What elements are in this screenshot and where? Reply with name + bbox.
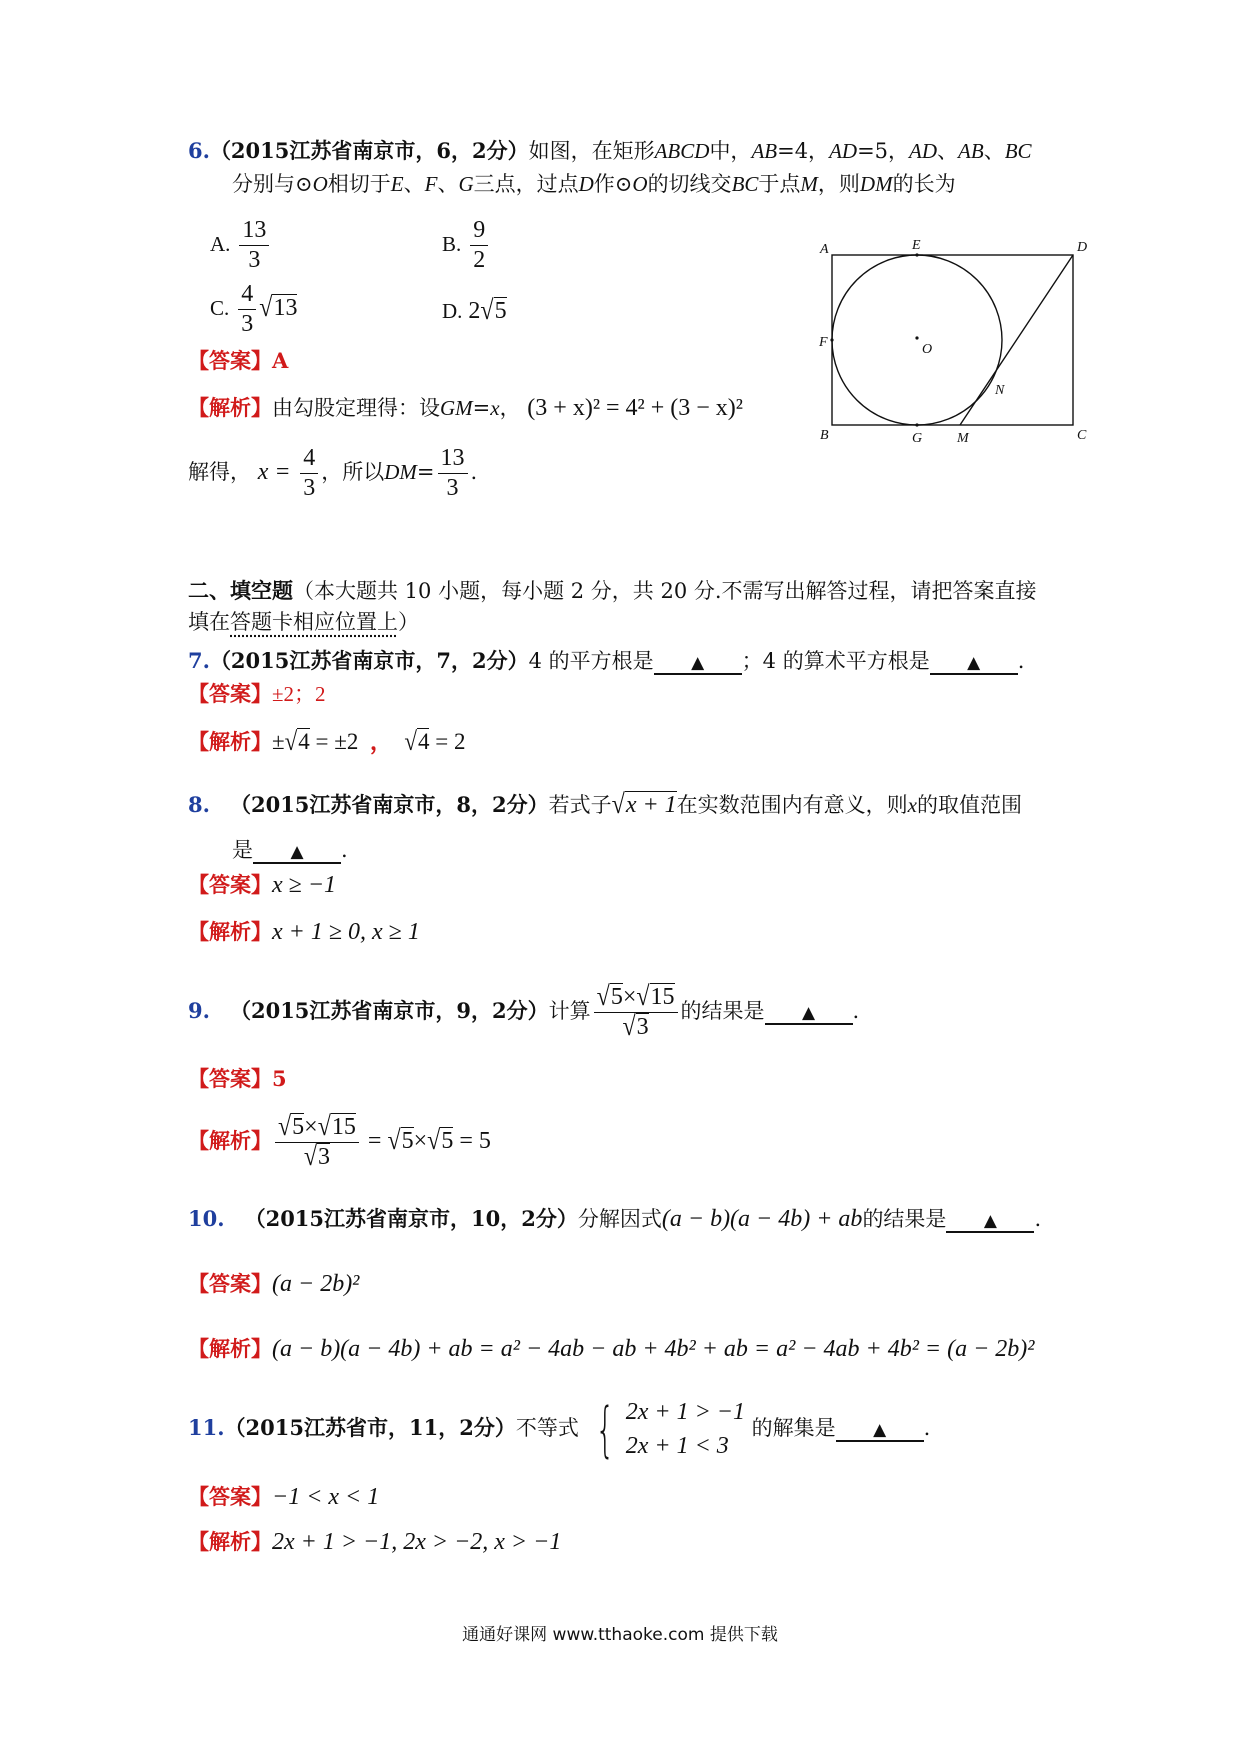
q6-text: 于点 (758, 172, 801, 196)
analysis-var: x = (257, 459, 291, 486)
sqrt-sign: √ (480, 295, 494, 326)
label-o: O (922, 342, 933, 357)
q8-source: （2015江苏省南京市，8，2分） (229, 792, 549, 817)
option-label: C. (210, 296, 230, 321)
answer-tag: 【答案】 (188, 1066, 272, 1091)
q8-text: . (341, 838, 348, 862)
label-n: N (995, 383, 1005, 398)
analysis-text: 解得， (188, 460, 251, 485)
answer-tag: 【答案】 (188, 348, 272, 373)
rectangle-abcd (832, 255, 1073, 425)
q6-var: O (632, 172, 648, 196)
analysis-value: x + 1 ≥ 0, x ≥ 1 (272, 919, 420, 945)
fraction (238, 282, 256, 337)
q6-text: 的长为 (892, 172, 956, 196)
q6-text: =5， (857, 139, 910, 163)
answer-value: x ≥ −1 (272, 872, 337, 898)
q8-stem (188, 790, 1022, 820)
radicand: 5 (610, 984, 623, 1010)
q6-var: ABCD (654, 139, 710, 163)
q6-text: =4， (777, 139, 830, 163)
q6-text: 三点，过点 (473, 172, 579, 196)
label-a: A (820, 242, 829, 257)
option-label: D. (442, 299, 463, 323)
q6-option-c (210, 282, 297, 337)
fraction: $\frac{√5\times√15}{√3}$ (594, 985, 678, 1040)
denominator: 3 (446, 475, 459, 502)
analysis-tag: 【解析】 (188, 730, 272, 754)
q6-number: 6. (188, 138, 210, 163)
section2-heading-line2 (188, 612, 419, 633)
analysis-tag: 【解析】 (188, 395, 272, 420)
q6-var: D (578, 172, 594, 196)
q9-text: 的结果是 (680, 999, 765, 1024)
q6-text: ，则 (817, 172, 860, 196)
q11-text: 的解集是 (751, 1416, 836, 1441)
sqrt-sign: √ (284, 727, 298, 756)
q11-text: . (923, 1416, 931, 1441)
answer-blank: ▲ (765, 1003, 853, 1025)
q6-var: AD (909, 139, 938, 163)
numerator: 13 (239, 218, 269, 246)
analysis-separator: ， (369, 729, 393, 754)
q9-source: （2015江苏省南京市，9，2分） (229, 998, 549, 1024)
numerator: 4 (300, 446, 318, 474)
q8-text: 若式子 (548, 793, 612, 817)
analysis-tag: 【解析】 (188, 919, 272, 944)
q6-var: AB (958, 139, 984, 163)
radicand: 15 (650, 984, 675, 1010)
analysis-text: = ±2 (309, 729, 359, 754)
q10-number: 10. (188, 1206, 225, 1231)
q6-var: E (390, 172, 404, 196)
q6-option-b (442, 218, 491, 273)
q6-text: 如图，在矩形 (528, 139, 655, 163)
option-label: B. (442, 232, 462, 257)
radicand: 4 (417, 729, 430, 754)
q6-source: （2015江苏省南京市，6，2分） (209, 138, 529, 163)
analysis-value: 2x + 1 > −1, 2x > −2, x > −1 (272, 1529, 562, 1555)
inequality-2: 2x + 1 < 3 (625, 1432, 729, 1459)
q11-text: 不等式 (515, 1416, 579, 1441)
radicand: 5 (441, 1128, 454, 1155)
label-c: C (1077, 428, 1087, 443)
analysis-text: ± (272, 729, 285, 754)
section-description: 填在 (188, 610, 230, 634)
q9-text: . (852, 999, 860, 1024)
tangent-point-g (915, 423, 918, 426)
radicand: 3 (318, 1144, 331, 1171)
page-footer: 通通好课网 www.tthaoke.com 提供下载 (462, 1625, 778, 1645)
radicand: 13 (273, 295, 298, 322)
q6-analysis-line1 (188, 396, 743, 420)
analysis-text: = (472, 396, 491, 420)
q8-number: 8. (188, 792, 210, 817)
q10-analysis (188, 1337, 1034, 1361)
radicand: 5 (401, 1128, 414, 1155)
label-m: M (957, 431, 969, 446)
center-point (915, 336, 918, 339)
answer-tag: 【答案】 (188, 872, 272, 897)
numerator: 9 (470, 218, 488, 246)
q8-var: x (907, 793, 917, 817)
analysis-text: = 2 (429, 729, 466, 754)
answer-blank: ▲ (836, 1420, 924, 1442)
q6-text: 、 (437, 172, 459, 196)
analysis-equation: (3 + x)² = 4² + (3 − x)² (527, 395, 743, 421)
option-label: A. (210, 232, 231, 257)
q11-answer (188, 1485, 379, 1509)
denominator: 3 (241, 311, 254, 338)
q6-stem-line1 (188, 140, 1032, 162)
q7-text: ；4 的算术平方根是 (741, 649, 930, 673)
q9-answer (188, 1068, 287, 1090)
q10-text: . (1034, 1207, 1042, 1231)
answer-value: 5 (272, 1066, 287, 1091)
q6-text: 中， (709, 139, 752, 163)
q7-text: . (1017, 649, 1025, 673)
analysis-var: DM (384, 460, 417, 485)
q6-var: x (490, 396, 500, 420)
q6-analysis-line2 (188, 446, 477, 501)
q10-stem (188, 1207, 1041, 1233)
analysis-tag: 【解析】 (188, 1336, 272, 1361)
sqrt-sign: √ (404, 727, 417, 756)
q7-source: （2015江苏省南京市，7，2分） (209, 648, 529, 673)
q6-stem-line2 (232, 174, 956, 195)
fraction: $\frac{√5\times√15}{√3}$ (275, 1115, 359, 1170)
q7-stem (188, 650, 1024, 675)
q11-source: （2015江苏省市，11，2分） (224, 1415, 516, 1441)
q10-text: 分解因式 (577, 1207, 662, 1231)
answer-value: A (272, 348, 289, 373)
brace: { (595, 1394, 615, 1465)
q9-number: 9. (188, 998, 210, 1024)
inequality-1: 2x + 1 > −1 (625, 1399, 745, 1425)
radicand: 5 (494, 298, 507, 324)
q8-text: 是 (232, 838, 253, 862)
q6-var: DM (859, 172, 893, 196)
q9-text: 计算 (548, 999, 591, 1024)
geometry-figure (815, 235, 1095, 455)
numerator: 4 (238, 282, 256, 310)
tangent-point-e (915, 253, 918, 256)
denominator: 3 (303, 475, 316, 502)
q7-analysis (188, 727, 466, 756)
radicand: 3 (636, 1014, 649, 1041)
q6-var: O (312, 172, 328, 196)
q8-answer (188, 873, 336, 897)
q6-var: F (424, 172, 438, 196)
numerator: 13 (438, 446, 468, 474)
answer-blank: ▲ (654, 653, 742, 675)
q6-text: 、 (403, 172, 425, 196)
section-description-emphasis: 答题卡相应位置上 (230, 610, 398, 634)
analysis-text: = (416, 460, 435, 485)
q6-text: 的切线交 (647, 172, 732, 196)
answer-tag: 【答案】 (188, 1271, 272, 1296)
answer-blank: ▲ (253, 842, 341, 864)
radicand: x + 1 (625, 792, 677, 818)
q6-var: BC (1004, 139, 1032, 163)
q6-var: GM (440, 396, 473, 420)
q8-stem-line2 (232, 840, 348, 864)
q6-answer (188, 350, 288, 372)
q6-var: M (800, 172, 818, 196)
q6-var: BC (731, 172, 759, 196)
radicand: 15 (331, 1114, 356, 1140)
radicand: 5 (292, 1114, 305, 1140)
tangent-point-f (830, 338, 833, 341)
q10-source: （2015江苏省南京市，10，2分） (244, 1206, 578, 1231)
q6-text: 作⊙ (593, 172, 633, 196)
sqrt-sign: √ (259, 293, 273, 324)
section-title: 二、填空题 (188, 578, 293, 603)
q10-answer (188, 1272, 359, 1296)
denominator: 3 (248, 247, 261, 274)
q7-text: 4 的平方根是 (528, 649, 654, 673)
q11-stem (188, 1396, 930, 1463)
q6-var: G (458, 172, 474, 196)
answer-tag: 【答案】 (188, 681, 272, 706)
answer-tag: 【答案】 (188, 1484, 272, 1509)
coefficient: 2 (468, 298, 481, 324)
q10-text: 的结果是 (862, 1207, 947, 1231)
q6-text: 、 (983, 139, 1005, 163)
inequality-system (586, 1396, 745, 1463)
analysis-value: (a − b)(a − 4b) + ab = a² − 4ab − ab + 4b² + ab = a² − 4ab + 4b² = (a − 2b)² (272, 1336, 1035, 1362)
answer-value: (a − 2b)² (272, 1271, 360, 1297)
q8-text: 在实数范围内有意义，则 (676, 793, 908, 817)
q9-analysis: 【解析】 $\frac{√5\times√15}{√3}$ = √5×√5 = 5 (188, 1111, 491, 1173)
label-d: D (1077, 240, 1088, 255)
label-b: B (820, 428, 829, 443)
label-f: F (819, 335, 828, 350)
analysis-tag: 【解析】 (188, 1529, 272, 1554)
sqrt-sign: √ (611, 790, 625, 820)
analysis-text: = 5 (453, 1128, 491, 1155)
answer-blank: ▲ (946, 1211, 1034, 1233)
q7-number: 7. (188, 648, 210, 673)
q6-var: AB (751, 139, 778, 163)
q6-text: 相切于 (327, 172, 391, 196)
answer-blank: ▲ (930, 653, 1018, 675)
q6-option-a (210, 218, 272, 273)
fraction (239, 218, 269, 273)
analysis-text: . (470, 460, 478, 485)
q11-number: 11. (188, 1415, 225, 1441)
analysis-text: ， (499, 396, 521, 420)
q6-var: AD (829, 139, 858, 163)
label-g: G (912, 431, 923, 446)
fraction (470, 218, 488, 273)
q6-option-d (442, 295, 507, 326)
q9-stem (188, 981, 860, 1043)
q6-text: 、 (937, 139, 959, 163)
answer-value: −1 < x < 1 (272, 1484, 380, 1510)
q10-expression: (a − b)(a − 4b) + ab (661, 1206, 863, 1232)
section2-heading (188, 580, 1037, 602)
analysis-text: ，所以 (321, 460, 385, 485)
radicand: 4 (298, 729, 310, 754)
q8-text: 的取值范围 (917, 793, 1022, 817)
q11-analysis (188, 1530, 561, 1554)
analysis-text: 由勾股定理得：设 (272, 396, 440, 420)
fraction (438, 446, 468, 501)
denominator: 2 (473, 247, 486, 274)
q8-analysis (188, 920, 420, 944)
section-description: ） (398, 610, 419, 634)
q6-text: 分别与⊙ (232, 172, 313, 196)
answer-value: ±2；2 (272, 682, 326, 706)
label-e: E (912, 238, 921, 253)
fraction (300, 446, 318, 501)
analysis-tag: 【解析】 (188, 1129, 272, 1154)
section-description: （本大题共 10 小题，每小题 2 分，共 20 分.不需写出解答过程，请把答案直接 (293, 579, 1037, 603)
q7-answer (188, 683, 326, 705)
